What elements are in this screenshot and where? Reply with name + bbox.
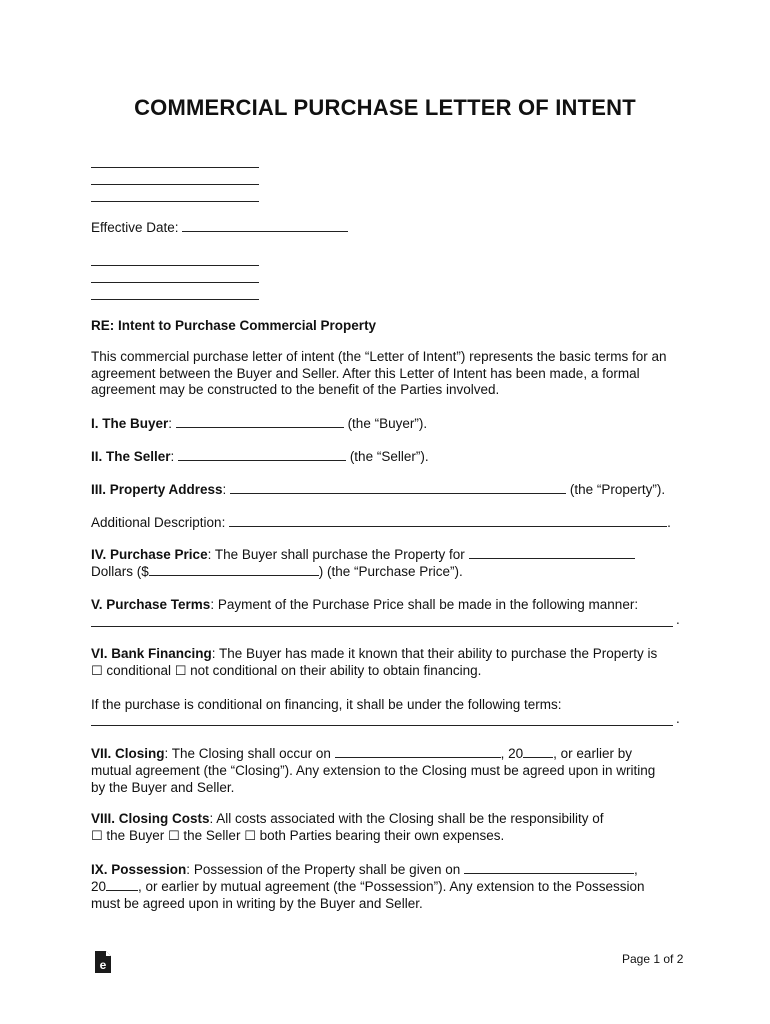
- purchase-terms-heading: V. Purchase Terms: [91, 597, 211, 612]
- address-blank-line[interactable]: [91, 184, 259, 185]
- buyer-row: I. The Buyer: (the “Buyer”).: [91, 416, 428, 431]
- possession-date-field[interactable]: [464, 861, 634, 874]
- effective-date-label: Effective Date:: [91, 220, 179, 235]
- additional-description-label: Additional Description:: [91, 515, 226, 530]
- purchase-terms-field[interactable]: [91, 626, 673, 627]
- option-both: both Parties bearing their own expenses.: [259, 828, 505, 843]
- address-blank-line[interactable]: [91, 167, 259, 168]
- seller-field[interactable]: [178, 448, 346, 461]
- re-line: RE: Intent to Purchase Commercial Property: [91, 318, 377, 333]
- possession-text2: , or earlier by mutual agreement (the “Possession”). Any extension to the Possession: [138, 879, 645, 894]
- bank-financing-row: VI. Bank Financing: The Buyer has made it known that their ability to purchase the Property is: [91, 646, 658, 661]
- property-field[interactable]: [230, 481, 566, 494]
- possession-year-field[interactable]: [106, 878, 138, 891]
- seller-row: II. The Seller: (the “Seller”).: [91, 449, 429, 464]
- option-not-conditional: not conditional on their ability to obtain financing.: [190, 663, 482, 678]
- closing-text3: mutual agreement (the “Closing”). Any extension to the Closing must be agreed upon in writing: [91, 763, 656, 778]
- possession-text: Possession of the Property shall be given on: [193, 862, 461, 877]
- closing-costs-heading: VIII. Closing Costs: [91, 811, 210, 826]
- closing-costs-options: [91, 827, 504, 844]
- recipient-blank-line[interactable]: [91, 282, 259, 283]
- svg-text:e: e: [99, 958, 107, 972]
- option-buyer: the Buyer: [106, 828, 165, 843]
- purchase-terms-row: V. Purchase Terms: Payment of the Purchase Price shall be made in the following manner:: [91, 597, 639, 612]
- recipient-blank-line[interactable]: [91, 299, 259, 300]
- financing-terms-field[interactable]: [91, 725, 673, 726]
- possession-heading: IX. Possession: [91, 862, 187, 877]
- eforms-logo-icon: [93, 949, 113, 975]
- address-blank-line[interactable]: [91, 201, 259, 202]
- additional-description-row: Additional Description: .: [91, 515, 671, 530]
- possession-row: IX. Possession: Possession of the Property shall be given on ,: [91, 862, 638, 877]
- purchase-price-row: IV. Purchase Price: The Buyer shall purchase the Property for: [91, 546, 635, 563]
- closing-heading: VII. Closing: [91, 746, 165, 761]
- possession-line2: [91, 878, 645, 895]
- checkbox-icon[interactable]: ☐: [91, 663, 103, 678]
- buyer-field[interactable]: [176, 415, 344, 428]
- purchase-price-amount-field[interactable]: [149, 563, 319, 576]
- intro-paragraph: This commercial purchase letter of intent (the “Letter of Intent”) represents the basic terms for an agreement between the Buyer and Seller. After this Letter of Intent has been made, a formal agreement may be constructed to the benefit of the Parties involved.: [91, 349, 667, 397]
- closing-costs-text: All costs associated with the Closing shall be the responsibility of: [216, 811, 604, 826]
- closing-text4: by the Buyer and Seller.: [91, 780, 235, 795]
- period: .: [676, 612, 680, 627]
- checkbox-icon[interactable]: ☐: [174, 663, 187, 678]
- purchase-price-dollars-row: [91, 563, 463, 580]
- dollars-prefix: Dollars ($: [91, 564, 149, 579]
- closing-date-field[interactable]: [335, 745, 501, 758]
- purchase-terms-text: Payment of the Purchase Price shall be made in the following manner:: [217, 597, 639, 612]
- possession-year-prefix: 20: [91, 879, 107, 894]
- closing-text: The Closing shall occur on: [171, 746, 331, 761]
- conditional-terms-text: If the purchase is conditional on financing, it shall be under the following terms:: [91, 697, 562, 712]
- option-conditional: conditional: [106, 663, 171, 678]
- checkbox-icon[interactable]: ☐: [167, 828, 180, 843]
- recipient-blank-line[interactable]: [91, 265, 259, 266]
- effective-date-field[interactable]: [182, 219, 348, 232]
- purchase-price-heading: IV. Purchase Price: [91, 547, 208, 562]
- additional-description-field[interactable]: [229, 514, 667, 527]
- bank-financing-text: The Buyer has made it known that their ability to purchase the Property is: [219, 646, 658, 661]
- seller-heading: II. The Seller: [91, 449, 171, 464]
- period: .: [676, 711, 680, 726]
- document-title: COMMERCIAL PURCHASE LETTER OF INTENT: [134, 95, 636, 120]
- buyer-suffix: (the “Buyer”).: [347, 416, 428, 431]
- option-seller: the Seller: [183, 828, 241, 843]
- purchase-price-text: The Buyer shall purchase the Property for: [214, 547, 465, 562]
- checkbox-icon[interactable]: ☐: [91, 828, 103, 843]
- checkbox-icon[interactable]: ☐: [244, 828, 256, 843]
- property-suffix: (the “Property”).: [569, 482, 666, 497]
- purchase-price-words-field[interactable]: [469, 546, 635, 559]
- possession-text3: must be agreed upon in writing by the Buyer and Seller.: [91, 896, 423, 911]
- effective-date-row: [91, 219, 348, 236]
- seller-suffix: (the “Seller”).: [349, 449, 429, 464]
- dollars-suffix: ) (the “Purchase Price”).: [318, 564, 463, 579]
- bank-financing-options: [91, 662, 481, 679]
- page-number: Page 1 of 2: [622, 952, 684, 966]
- buyer-heading: I. The Buyer: [91, 416, 169, 431]
- property-row: III. Property Address: (the “Property”).: [91, 482, 666, 497]
- closing-year-field[interactable]: [523, 745, 553, 758]
- closing-year-prefix: , 20: [500, 746, 524, 761]
- closing-text2: , or earlier by: [553, 746, 632, 761]
- closing-costs-row: VIII. Closing Costs: All costs associated with the Closing shall be the responsibility of: [91, 811, 604, 826]
- closing-row: VII. Closing: The Closing shall occur on , 20 , or earlier by: [91, 746, 632, 761]
- property-heading: III. Property Address: [91, 482, 223, 497]
- bank-financing-heading: VI. Bank Financing: [91, 646, 212, 661]
